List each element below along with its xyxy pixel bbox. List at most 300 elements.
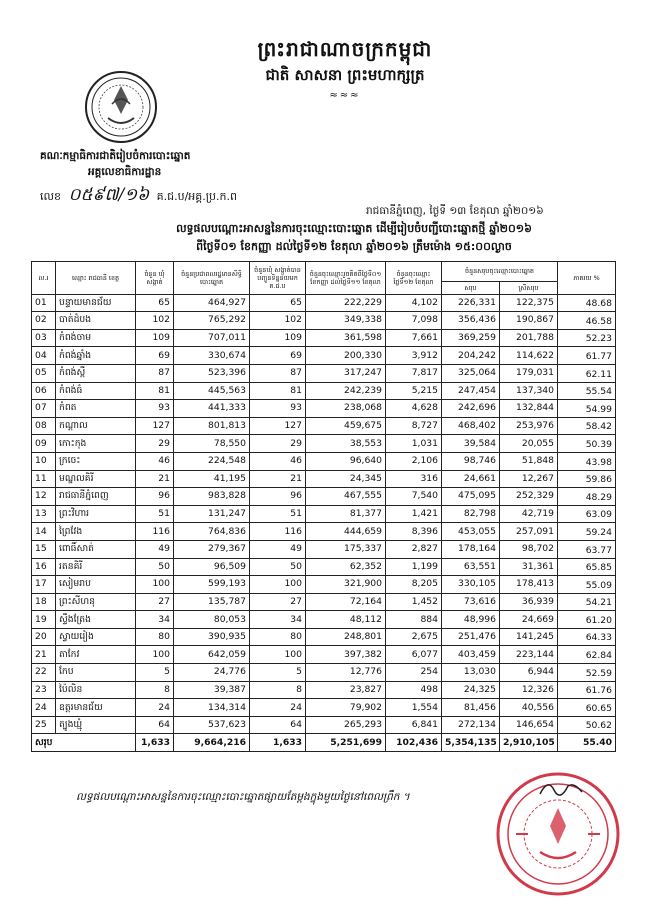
cell-day: 1,199 [386, 558, 442, 576]
cell-no: 24 [32, 699, 56, 717]
office-name: អគ្គលេខាធិការដ្ឋាន [88, 166, 162, 178]
cell-no: 18 [32, 593, 56, 611]
cell-communes: 81 [136, 382, 174, 400]
table-row [32, 329, 616, 347]
cell-total: 63,551 [442, 558, 500, 576]
cell-prev: 397,382 [306, 646, 386, 664]
cell-reported: 51 [250, 505, 306, 523]
cell-prev: 349,338 [306, 312, 386, 330]
cell-pct: 54.21 [558, 593, 616, 611]
table-row [32, 417, 616, 435]
cell-no: 05 [32, 364, 56, 382]
cell-voters: 445,563 [174, 382, 250, 400]
table-row [32, 523, 616, 541]
cell-communes: 100 [136, 576, 174, 594]
cell-province: ព្រះសីហនុ [56, 593, 136, 611]
cell-reported: 5 [250, 664, 306, 682]
cell-prev: 222,229 [306, 294, 386, 312]
cell-voters: 24,776 [174, 664, 250, 682]
cell-no: 15 [32, 540, 56, 558]
cell-voters: 96,509 [174, 558, 250, 576]
cell-total: 403,459 [442, 646, 500, 664]
cell-total: 39,584 [442, 435, 500, 453]
totals-voters: 9,664,216 [174, 734, 250, 752]
cell-prev: 72,164 [306, 593, 386, 611]
cell-pct: 59.86 [558, 470, 616, 488]
cell-pct: 61.76 [558, 681, 616, 699]
table-row [32, 488, 616, 506]
cell-prev: 242,239 [306, 382, 386, 400]
cell-total: 13,030 [442, 664, 500, 682]
cell-reported: 69 [250, 347, 306, 365]
cell-no: 14 [32, 523, 56, 541]
cell-day: 4,628 [386, 400, 442, 418]
cell-pct: 52.59 [558, 664, 616, 682]
cell-pct: 50.39 [558, 435, 616, 453]
cell-day: 8,205 [386, 576, 442, 594]
cell-no: 01 [32, 294, 56, 312]
cell-female: 20,055 [500, 435, 558, 453]
cell-female: 51,848 [500, 452, 558, 470]
cell-female: 98,702 [500, 540, 558, 558]
cell-voters: 983,828 [174, 488, 250, 506]
cell-reported: 34 [250, 611, 306, 629]
place-date: រាជធានីភ្នំពេញ, ថ្ងៃទី ១៣ ខែតុលា ឆ្នាំ២០១៦ [366, 205, 544, 217]
cell-female: 114,622 [500, 347, 558, 365]
cell-province: កំពត [56, 400, 136, 418]
cell-day: 4,102 [386, 294, 442, 312]
cell-voters: 41,195 [174, 470, 250, 488]
cell-prev: 48,112 [306, 611, 386, 629]
cell-prev: 248,801 [306, 628, 386, 646]
cell-province: ព្រះវិហារ [56, 505, 136, 523]
cell-female: 137,340 [500, 382, 558, 400]
cell-prev: 459,675 [306, 417, 386, 435]
cell-province: កំពង់ចាម [56, 329, 136, 347]
cell-reported: 80 [250, 628, 306, 646]
cell-reported: 109 [250, 329, 306, 347]
cell-communes: 5 [136, 664, 174, 682]
ref-suffix: គ.ជ.ប/អគ្គ.ប្រ.ក.ព [156, 190, 237, 203]
header-cumulative: ចំនួនសរុបចុះឈ្មោះបោះឆ្នោត [442, 262, 558, 282]
cell-day: 7,661 [386, 329, 442, 347]
totals-reported: 1,633 [250, 734, 306, 752]
cell-communes: 96 [136, 488, 174, 506]
cell-total: 24,325 [442, 681, 500, 699]
header-no: ល.រ [32, 262, 56, 295]
cell-reported: 50 [250, 558, 306, 576]
table-row [32, 400, 616, 418]
cell-total: 48,996 [442, 611, 500, 629]
table-row [32, 364, 616, 382]
cell-communes: 80 [136, 628, 174, 646]
cell-total: 247,454 [442, 382, 500, 400]
cell-reported: 87 [250, 364, 306, 382]
cell-voters: 80,053 [174, 611, 250, 629]
cell-voters: 390,935 [174, 628, 250, 646]
kingdom-heading: ព្រះរាជាណាចក្រកម្ពុជា [257, 37, 433, 61]
cell-pct: 55.09 [558, 576, 616, 594]
header-voters: ចំនួនប្រជាពលរដ្ឋមានសិទ្ធិបោះឆ្នោត [174, 262, 250, 295]
cell-reported: 65 [250, 294, 306, 312]
cell-day: 2,106 [386, 452, 442, 470]
cell-communes: 64 [136, 716, 174, 734]
totals-label: សរុប [32, 734, 136, 752]
cell-female: 122,375 [500, 294, 558, 312]
cell-female: 132,844 [500, 400, 558, 418]
cell-no: 12 [32, 488, 56, 506]
cell-reported: 93 [250, 400, 306, 418]
cell-day: 254 [386, 664, 442, 682]
cell-communes: 65 [136, 294, 174, 312]
cell-reported: 27 [250, 593, 306, 611]
cell-prev: 12,776 [306, 664, 386, 682]
cell-female: 257,091 [500, 523, 558, 541]
cell-reported: 24 [250, 699, 306, 717]
cell-province: តាកែវ [56, 646, 136, 664]
cell-day: 316 [386, 470, 442, 488]
cell-pct: 43.98 [558, 452, 616, 470]
table-row [32, 540, 616, 558]
table-row [32, 452, 616, 470]
cell-total: 178,164 [442, 540, 500, 558]
cell-voters: 464,927 [174, 294, 250, 312]
cell-female: 31,361 [500, 558, 558, 576]
cell-voters: 765,292 [174, 312, 250, 330]
cell-female: 223,144 [500, 646, 558, 664]
cell-communes: 46 [136, 452, 174, 470]
totals-female: 2,910,105 [500, 734, 558, 752]
cell-day: 8,727 [386, 417, 442, 435]
cell-day: 3,912 [386, 347, 442, 365]
cell-communes: 34 [136, 611, 174, 629]
cell-communes: 93 [136, 400, 174, 418]
totals-total: 5,354,135 [442, 734, 500, 752]
cell-communes: 127 [136, 417, 174, 435]
cell-communes: 51 [136, 505, 174, 523]
cell-voters: 441,333 [174, 400, 250, 418]
cell-female: 252,329 [500, 488, 558, 506]
cell-communes: 21 [136, 470, 174, 488]
cell-pct: 55.54 [558, 382, 616, 400]
cell-total: 24,661 [442, 470, 500, 488]
cell-province: កណ្តាល [56, 417, 136, 435]
cell-female: 146,654 [500, 716, 558, 734]
cell-female: 141,245 [500, 628, 558, 646]
header-province: ឈ្មោះ រាជធានី ខេត្ត [56, 262, 136, 295]
cell-voters: 224,548 [174, 452, 250, 470]
cell-prev: 361,598 [306, 329, 386, 347]
reference-number [40, 184, 237, 209]
cell-communes: 100 [136, 646, 174, 664]
cell-reported: 64 [250, 716, 306, 734]
cell-province: ពោធិ៍សាត់ [56, 540, 136, 558]
cell-reported: 116 [250, 523, 306, 541]
cell-female: 42,719 [500, 505, 558, 523]
table-row [32, 611, 616, 629]
totals-percent: 55.40 [558, 734, 616, 752]
cell-female: 24,669 [500, 611, 558, 629]
cell-reported: 102 [250, 312, 306, 330]
cell-total: 330,105 [442, 576, 500, 594]
table-row [32, 593, 616, 611]
totals-day: 102,436 [386, 734, 442, 752]
cell-province: ស្វាយរៀង [56, 628, 136, 646]
cell-total: 325,064 [442, 364, 500, 382]
cell-province: កោះកុង [56, 435, 136, 453]
cell-day: 6,841 [386, 716, 442, 734]
cell-province: កំពង់ស្ពឺ [56, 364, 136, 382]
cell-pct: 62.84 [558, 646, 616, 664]
table-row [32, 664, 616, 682]
cell-reported: 81 [250, 382, 306, 400]
cell-female: 179,031 [500, 364, 558, 382]
cell-pct: 50.62 [558, 716, 616, 734]
cell-prev: 200,330 [306, 347, 386, 365]
table-row [32, 312, 616, 330]
cell-pct: 61.77 [558, 347, 616, 365]
cell-voters: 330,674 [174, 347, 250, 365]
cell-pct: 61.20 [558, 611, 616, 629]
cell-prev: 81,377 [306, 505, 386, 523]
cell-voters: 707,011 [174, 329, 250, 347]
header-reported: ចំនួនឃុំ សង្កាត់បានបញ្ជូនទិន្នន័យមក គ.ជ.ប [250, 262, 306, 295]
cell-female: 190,867 [500, 312, 558, 330]
table-row [32, 699, 616, 717]
cell-voters: 78,550 [174, 435, 250, 453]
footer-note: លទ្ធផលបណ្តោះអាសន្ននៃការចុះឈ្មោះបោះឆ្នោតផ្សាយតែម្តងក្នុងមួយថ្ងៃនៅពេលព្រឹក ។ [76, 791, 410, 803]
cell-day: 7,540 [386, 488, 442, 506]
cell-voters: 537,623 [174, 716, 250, 734]
cell-reported: 46 [250, 452, 306, 470]
cell-no: 20 [32, 628, 56, 646]
cell-female: 36,939 [500, 593, 558, 611]
cell-female: 12,326 [500, 681, 558, 699]
cell-female: 201,788 [500, 329, 558, 347]
cell-female: 253,976 [500, 417, 558, 435]
cell-communes: 8 [136, 681, 174, 699]
motto-heading: ជាតិ សាសនា ព្រះមហាក្សត្រ [265, 66, 425, 84]
cell-communes: 87 [136, 364, 174, 382]
cell-total: 73,616 [442, 593, 500, 611]
cell-province: ប៉ៃលិន [56, 681, 136, 699]
cell-prev: 238,068 [306, 400, 386, 418]
cell-no: 21 [32, 646, 56, 664]
cell-prev: 23,827 [306, 681, 386, 699]
cell-prev: 62,352 [306, 558, 386, 576]
cell-voters: 135,787 [174, 593, 250, 611]
cell-prev: 175,337 [306, 540, 386, 558]
cell-no: 06 [32, 382, 56, 400]
table-row [32, 382, 616, 400]
cell-province: ត្បូងឃ្មុំ [56, 716, 136, 734]
cell-reported: 21 [250, 470, 306, 488]
cell-day: 1,452 [386, 593, 442, 611]
cell-province: ក្រចេះ [56, 452, 136, 470]
table-row [32, 716, 616, 734]
cell-day: 1,421 [386, 505, 442, 523]
cell-no: 07 [32, 400, 56, 418]
cell-pct: 58.42 [558, 417, 616, 435]
cell-voters: 599,193 [174, 576, 250, 594]
cell-prev: 38,553 [306, 435, 386, 453]
cell-communes: 50 [136, 558, 174, 576]
cell-total: 475,095 [442, 488, 500, 506]
cell-reported: 8 [250, 681, 306, 699]
committee-name: គណៈកម្មាធិការជាតិរៀបចំការបោះឆ្នោត [40, 150, 191, 162]
cell-no: 19 [32, 611, 56, 629]
cell-province: បាត់ដំបង [56, 312, 136, 330]
cell-pct: 52.23 [558, 329, 616, 347]
cell-reported: 96 [250, 488, 306, 506]
table-row [32, 681, 616, 699]
cell-voters: 134,314 [174, 699, 250, 717]
cell-voters: 801,813 [174, 417, 250, 435]
cell-reported: 100 [250, 576, 306, 594]
cell-prev: 96,640 [306, 452, 386, 470]
cell-total: 453,055 [442, 523, 500, 541]
cell-total: 272,134 [442, 716, 500, 734]
totals-row [32, 734, 616, 752]
cell-no: 13 [32, 505, 56, 523]
cell-total: 468,402 [442, 417, 500, 435]
cell-pct: 46.58 [558, 312, 616, 330]
cell-pct: 48.29 [558, 488, 616, 506]
cell-prev: 79,902 [306, 699, 386, 717]
table-row [32, 294, 616, 312]
cell-province: ព្រៃវែង [56, 523, 136, 541]
cell-female: 40,556 [500, 699, 558, 717]
cell-voters: 764,836 [174, 523, 250, 541]
cell-no: 09 [32, 435, 56, 453]
cell-prev: 321,900 [306, 576, 386, 594]
ref-prefix: លេខ [40, 190, 61, 203]
cell-total: 226,331 [442, 294, 500, 312]
registration-table [31, 261, 616, 752]
header-female: ស្រីសរុប [500, 281, 558, 294]
handwritten-signature [538, 776, 584, 800]
table-row [32, 646, 616, 664]
cell-voters: 279,367 [174, 540, 250, 558]
cell-communes: 109 [136, 329, 174, 347]
cell-day: 7,098 [386, 312, 442, 330]
cell-communes: 27 [136, 593, 174, 611]
cell-no: 08 [32, 417, 56, 435]
cell-total: 98,746 [442, 452, 500, 470]
table-row [32, 505, 616, 523]
cell-total: 204,242 [442, 347, 500, 365]
cell-prev: 317,247 [306, 364, 386, 382]
cell-prev: 24,345 [306, 470, 386, 488]
cell-pct: 60.65 [558, 699, 616, 717]
cell-reported: 100 [250, 646, 306, 664]
cell-communes: 102 [136, 312, 174, 330]
cell-reported: 127 [250, 417, 306, 435]
cell-day: 8,396 [386, 523, 442, 541]
cell-day: 5,215 [386, 382, 442, 400]
totals-communes: 1,633 [136, 734, 174, 752]
header-total: សរុប [442, 281, 500, 294]
cell-day: 498 [386, 681, 442, 699]
cell-day: 2,675 [386, 628, 442, 646]
ornament-divider: ≈≈≈ [329, 90, 361, 101]
cell-prev: 265,293 [306, 716, 386, 734]
table-row [32, 470, 616, 488]
cell-day: 2,827 [386, 540, 442, 558]
cell-day: 6,077 [386, 646, 442, 664]
cell-reported: 29 [250, 435, 306, 453]
cell-pct: 63.09 [558, 505, 616, 523]
cell-no: 25 [32, 716, 56, 734]
cell-province: រតនគិរី [56, 558, 136, 576]
cell-pct: 65.85 [558, 558, 616, 576]
cell-total: 242,696 [442, 400, 500, 418]
cell-province: រាជធានីភ្នំពេញ [56, 488, 136, 506]
cell-total: 251,476 [442, 628, 500, 646]
document-subtitle: ពីថ្ងៃទី០១ ខែកញ្ញា ដល់ថ្ងៃទី១២ ខែតុលា ឆ្នាំ២០១៦ ត្រឹមម៉ោង ១៥:០០ល្ងាច [196, 240, 512, 253]
cell-communes: 116 [136, 523, 174, 541]
cell-no: 22 [32, 664, 56, 682]
cell-female: 12,267 [500, 470, 558, 488]
cell-total: 356,436 [442, 312, 500, 330]
cell-total: 81,456 [442, 699, 500, 717]
cell-no: 10 [32, 452, 56, 470]
cell-communes: 49 [136, 540, 174, 558]
table-row [32, 628, 616, 646]
cell-province: កែប [56, 664, 136, 682]
cell-day: 1,554 [386, 699, 442, 717]
ref-number: ០៥៩៧/១៦ [68, 185, 150, 205]
cell-province: ឧត្តរមានជ័យ [56, 699, 136, 717]
cell-pct: 48.68 [558, 294, 616, 312]
cell-total: 369,259 [442, 329, 500, 347]
totals-prev: 5,251,699 [306, 734, 386, 752]
cell-communes: 69 [136, 347, 174, 365]
cell-province: ស្ទឹងត្រែង [56, 611, 136, 629]
header-prev-total: ចំនួនចុះឈ្មោះរួចគិតពីថ្ងៃទី០១ ខែកញ្ញា ដល់ថ្ងៃទី១១ ខែតុលា [306, 262, 386, 295]
table-row [32, 576, 616, 594]
table-row [32, 347, 616, 365]
cell-pct: 62.11 [558, 364, 616, 382]
cell-communes: 29 [136, 435, 174, 453]
cell-province: មណ្ឌលគិរី [56, 470, 136, 488]
cell-voters: 642,059 [174, 646, 250, 664]
cell-province: កំពង់ធំ [56, 382, 136, 400]
cell-province: បន្ទាយមានជ័យ [56, 294, 136, 312]
cell-day: 1,031 [386, 435, 442, 453]
table-row [32, 435, 616, 453]
cell-no: 16 [32, 558, 56, 576]
cell-no: 23 [32, 681, 56, 699]
cell-female: 178,413 [500, 576, 558, 594]
cell-day: 7,817 [386, 364, 442, 382]
cell-communes: 24 [136, 699, 174, 717]
cell-reported: 49 [250, 540, 306, 558]
cell-pct: 63.77 [558, 540, 616, 558]
cell-no: 11 [32, 470, 56, 488]
cell-prev: 467,555 [306, 488, 386, 506]
cell-pct: 54.99 [558, 400, 616, 418]
cell-province: សៀមរាប [56, 576, 136, 594]
cell-no: 04 [32, 347, 56, 365]
nec-seal-logo [84, 70, 158, 144]
cell-voters: 39,387 [174, 681, 250, 699]
cell-province: កំពង់ឆ្នាំង [56, 347, 136, 365]
cell-female: 6,944 [500, 664, 558, 682]
cell-no: 17 [32, 576, 56, 594]
cell-pct: 59.24 [558, 523, 616, 541]
header-communes: ចំនួន ឃុំ សង្កាត់ [136, 262, 174, 295]
